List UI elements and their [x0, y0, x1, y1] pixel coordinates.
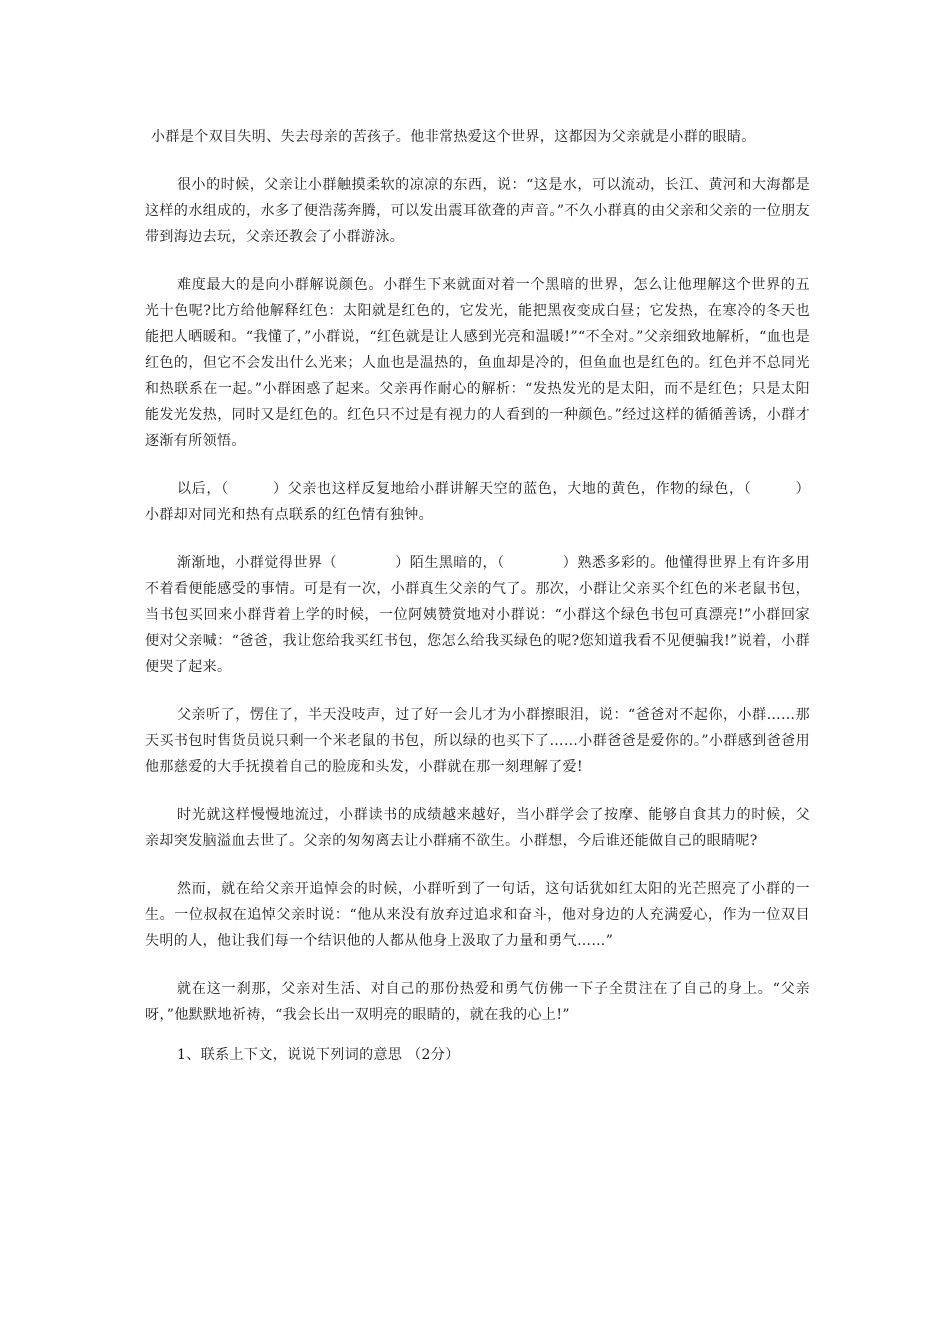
paragraph-7: 时光就这样慢慢地流过，小群读书的成绩越来越好，当小群学会了按摩、能够自食其力的时候，父亲却突发脑溢血去世了。父亲的匆匆离去让小群痛不欲生。小群想，今后谁还能做自己的眼睛呢? [145, 807, 810, 849]
paragraph-1: 小群是个双目失明、失去母亲的苦孩子。他非常热爱这个世界，这都因为父亲就是小群的眼睛。 [151, 129, 756, 145]
question-1: 1、联系上下文，说说下列词的意思 （2分） [177, 1047, 460, 1063]
paragraph-2: 很小的时候，父亲让小群触摸柔软的凉凉的东西，说：“这是水，可以流动，长江、黄河和大海都是这样的水组成的，水多了便浩荡奔腾，可以发出震耳欲聋的声音。”不久小群真的由父亲和父亲的一位朋友带到海边去玩，父亲还教会了小群游泳。 [145, 177, 810, 245]
document-page [145, 124, 810, 1068]
paragraph-5: 渐渐地，小群觉得世界（ ）陌生黑暗的，（ ）熟悉多彩的。他懂得世界上有许多用不着看便能感受的事情。可是有一次，小群真生父亲的气了。那次，小群让父亲买个红色的米老鼠书包，当书包买回来小群背着上学的时候，一位阿姨赞赏地对小群说：“小群这个绿色书包可真漂亮!”小群回家便对父亲喊：“爸爸，我让您给我买红书包，您怎么给我买绿色的呢?您知道我看不见便骗我!”说着，小群便哭了起来。 [145, 555, 810, 675]
paragraph-9: 就在这一刹那，父亲对生活、对自己的那份热爱和勇气仿佛一下子全贯注在了自己的身上。“父亲呀，”他默默地祈祷，“我会长出一双明亮的眼睛的，就在我的心上!” [145, 981, 810, 1023]
paragraph-3: 难度最大的是向小群解说颜色。小群生下来就面对着一个黑暗的世界，怎么让他理解这个世界的五光十色呢?比方给他解释红色：太阳就是红色的，它发光，能把黑夜变成白昼；它发热，在寒冷的冬天也能把人晒暖和。“我懂了，”小群说，“红色就是让人感到光亮和温暖!”“不全对。”父亲细致地解析，“血也是红色的，但它不会发出什么光来；人血也是温热的，鱼血却是冷的，但鱼血也是红色的。红色并不总同光和热联系在一起。”小群困惑了起来。父亲再作耐心的解析：“发热发光的是太阳，而不是红色；只是太阳能发光发热，同时又是红色的。红色只不过是有视力的人看到的一种颜色。”经过这样的循循善诱，小群才逐渐有所领悟。 [145, 277, 810, 449]
paragraph-8: 然而，就在给父亲开追悼会的时候，小群听到了一句话，这句话犹如红太阳的光芒照亮了小群的一生。一位叔叔在追悼父亲时说：“他从来没有放弃过追求和奋斗，他对身边的人充满爱心，作为一位双目失明的人，他让我们每一个结识他的人都从他身上汲取了力量和勇气……” [145, 881, 810, 949]
paragraph-6: 父亲听了，愣住了，半天没吱声，过了好一会儿才为小群擦眼泪，说：“爸爸对不起你，小群……那天买书包时售货员说只剩一个米老鼠的书包，所以绿的也买下了……小群爸爸是爱你的。”小群感到爸爸用他那慈爱的大手抚摸着自己的脸庞和头发，小群就在那一刻理解了爱! [145, 707, 810, 775]
paragraph-4: 以后，（ ）父亲也这样反复地给小群讲解天空的蓝色，大地的黄色，作物的绿色，（ ）小群却对同光和热有点联系的红色情有独钟。 [145, 481, 810, 523]
